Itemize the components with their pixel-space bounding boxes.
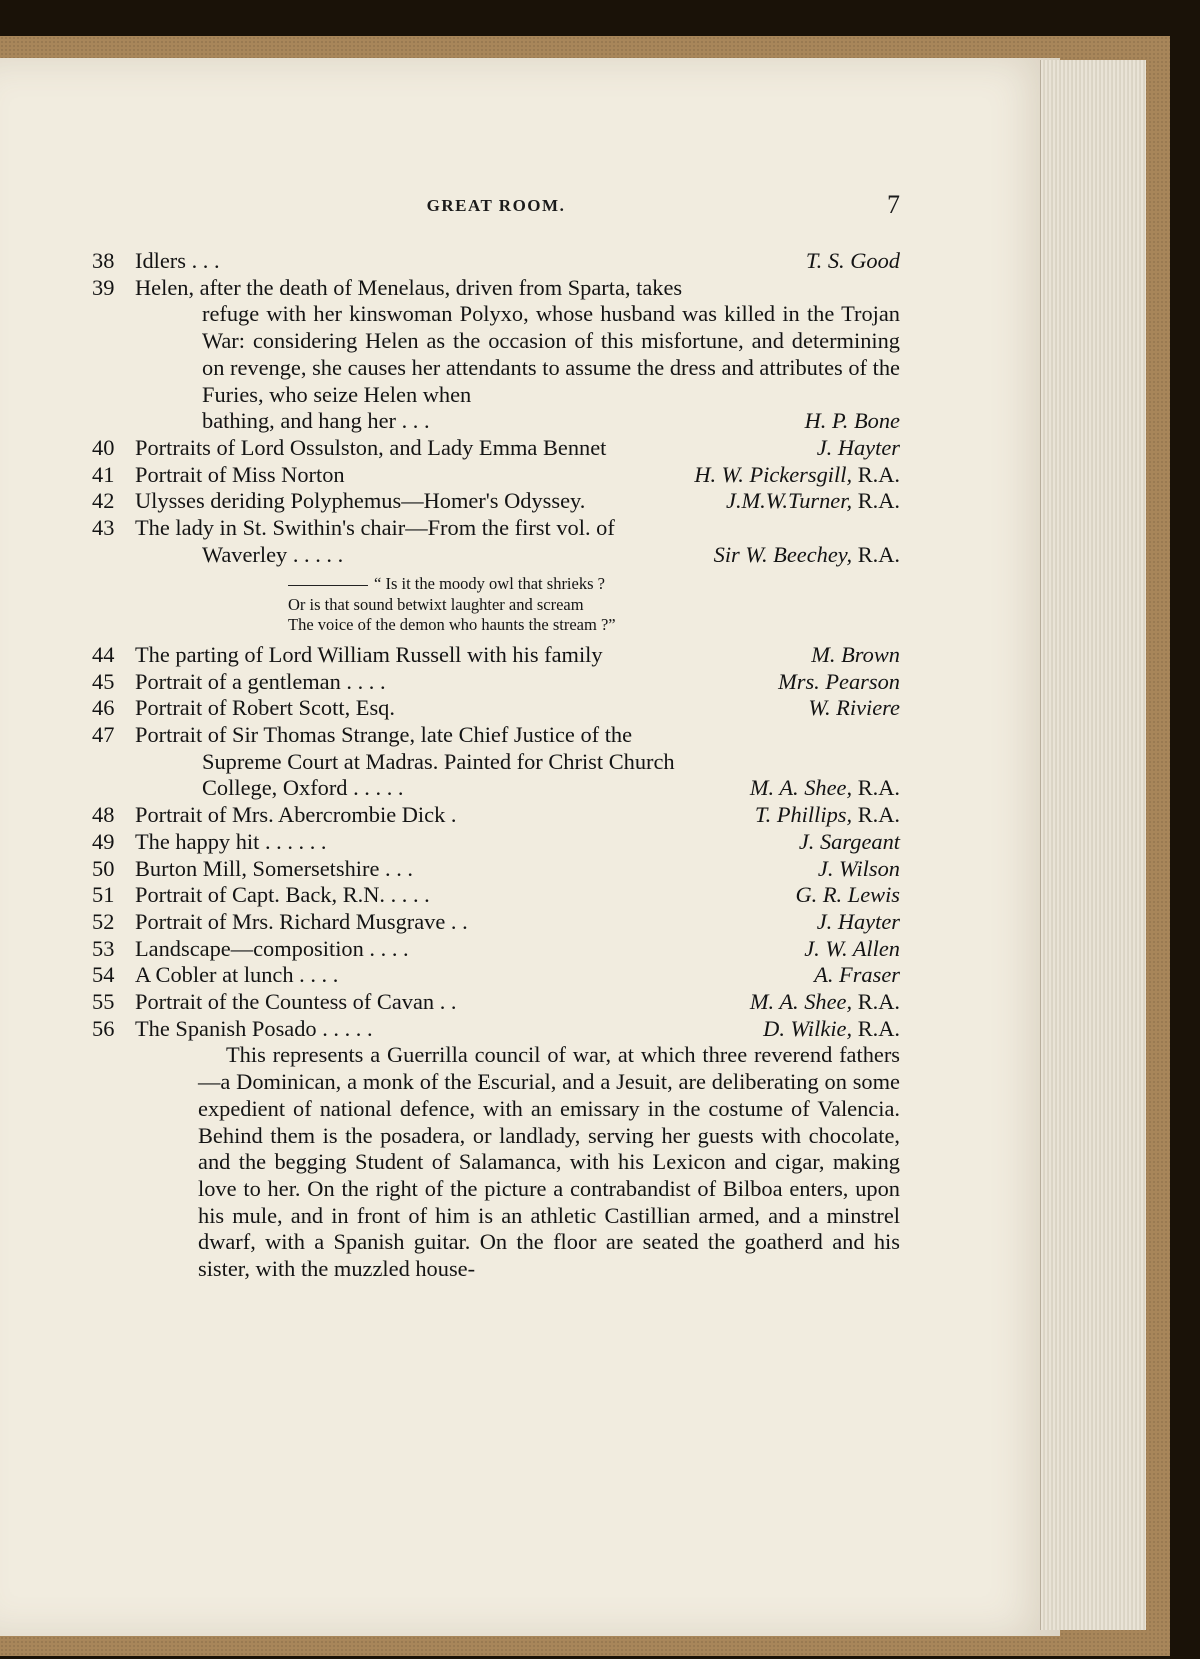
entry-artist: G. R. Lewis — [795, 882, 900, 908]
entry-artist: A. Fraser — [814, 962, 900, 988]
artist-suffix: R.A. — [857, 989, 900, 1015]
entry-number: 43 — [92, 515, 115, 541]
catalogue-entry-45 — [92, 669, 900, 696]
entry-artist: J. W. Allen — [804, 935, 900, 961]
catalogue-entry-55 — [92, 989, 900, 1016]
entry-number: 38 — [92, 248, 115, 273]
entry-description: refuge with her kinswoman Polyxo, whose husband was killed in the Trojan War: considering Helen as the occasion of this misfortune, and determining on revenge, she causes her attendants to assume the dress and attributes of the Furies, who seize Helen when — [202, 301, 900, 407]
artist-suffix: R.A. — [857, 1015, 900, 1041]
artist-suffix: R.A. — [857, 775, 900, 801]
entry-title: The Spanish Posado . . . . . — [135, 1015, 373, 1041]
entry-title-last-line: College, Oxford . . . . . — [202, 775, 404, 801]
entry-title: The parting of Lord William Russell with his family — [135, 641, 603, 667]
entry-artist: W. Riviere — [808, 695, 900, 721]
artist-suffix: R.A. — [857, 541, 900, 567]
entry-number: 48 — [92, 802, 115, 828]
entry-artist: Mrs. Pearson — [778, 668, 900, 694]
catalogue-entry-52 — [92, 909, 900, 936]
entry-title: Portraits of Lord Ossulston, and Lady Emma Bennet — [135, 434, 607, 460]
entry-number: 49 — [92, 828, 115, 854]
catalogue-entry-46 — [92, 695, 900, 722]
quoted-verse — [288, 574, 900, 636]
catalogue-entry-50 — [92, 856, 900, 883]
entry-number: 47 — [92, 722, 115, 748]
page-header — [92, 190, 900, 226]
artist-suffix: R.A. — [857, 802, 900, 828]
entry-number: 52 — [92, 908, 115, 934]
entry-title: A Cobler at lunch . . . . — [135, 962, 339, 988]
entry-number: 51 — [92, 882, 115, 908]
catalogue-entry-56 — [92, 1016, 900, 1043]
entry-number: 41 — [92, 461, 115, 487]
artist-suffix: R.A. — [857, 488, 900, 514]
entry-title: Idlers . . . — [135, 248, 220, 273]
entry-artist: J. Wilson — [817, 855, 900, 881]
entry-56-description: This represents a Guerrilla council of war, at which three reverend fathers—a Dominican, a monk of the Escurial, and a Jesuit, are deliberating on some expedient of national defence, with an emissary in the costume of Valencia. Behind them is the posadera, or landlady, serving her guests with chocolate, and the begging Student of Salamanca, with his Lexicon and cigar, making love to her. On the right of the picture a contrabandist of Bilboa enters, upon his mule, and in front of him is an athletic Castillian armed, and a minstrel dwarf, with a Spanish guitar. On the floor are seated the goatherd and his sister, with the muzzled house- — [198, 1042, 900, 1282]
entry-number: 56 — [92, 1015, 115, 1041]
catalogue-entry-39 — [92, 275, 900, 435]
entry-artist: M. A. Shee, — [749, 775, 853, 801]
verse-line-2: Or is that sound betwixt laughter and scream — [288, 594, 584, 614]
entry-artist: J. Hayter — [816, 434, 900, 460]
entry-number: 44 — [92, 641, 115, 667]
entry-number: 50 — [92, 855, 115, 881]
catalogue-entry-38 — [92, 248, 900, 275]
entry-title: Portrait of Miss Norton — [135, 461, 345, 487]
catalogue-entry-48 — [92, 802, 900, 829]
entry-number: 53 — [92, 935, 115, 961]
catalogue-entry-54 — [92, 962, 900, 989]
entry-title: Portrait of a gentleman . . . . — [135, 668, 386, 694]
entry-title: Ulysses deriding Polyphemus—Homer's Odyssey. — [135, 488, 586, 514]
catalogue-entry-49 — [92, 829, 900, 856]
entry-title-last-line: bathing, and hang her . . . — [202, 408, 430, 434]
entry-artist: H. W. Pickersgill, — [694, 461, 853, 487]
entry-title: The lady in St. Swithin's chair—From the first vol. of — [135, 515, 615, 541]
catalogue-entry-40 — [92, 435, 900, 462]
entry-number: 42 — [92, 488, 115, 514]
entry-artist: D. Wilkie, — [763, 1015, 853, 1041]
entry-title: Landscape—composition . . . . — [135, 935, 409, 961]
entry-title: Portrait of Mrs. Abercrombie Dick . — [135, 802, 457, 828]
entry-number: 46 — [92, 695, 115, 721]
entry-title: Portrait of Mrs. Richard Musgrave . . — [135, 908, 468, 934]
entry-artist: J. Hayter — [816, 908, 900, 934]
entry-number: 39 — [92, 274, 115, 300]
entry-number: 55 — [92, 989, 115, 1015]
catalogue-entry-43 — [92, 515, 900, 568]
entry-artist: M. Brown — [811, 641, 900, 667]
entry-title-last-line: Waverley . . . . . — [202, 541, 344, 567]
entry-title: Portrait of Sir Thomas Strange, late Chief Justice of the — [135, 722, 633, 748]
entry-artist: H. P. Bone — [804, 408, 900, 434]
entry-title: The happy hit . . . . . . — [135, 828, 327, 854]
entry-title: Burton Mill, Somersetshire . . . — [135, 855, 414, 881]
entry-artist: T. Phillips, — [754, 802, 853, 828]
entry-title: Portrait of Robert Scott, Esq. — [135, 695, 395, 721]
entry-artist: J.M.W.Turner, — [726, 488, 853, 514]
entry-artist: T. S. Good — [805, 248, 900, 273]
catalogue-entry-41 — [92, 462, 900, 489]
page-number: 7 — [887, 190, 900, 219]
entry-artist: J. Sargeant — [798, 828, 900, 854]
catalogue-entry-42 — [92, 488, 900, 515]
verse-line-1: “ Is it the moody owl that shrieks ? — [374, 574, 605, 594]
artist-suffix: R.A. — [857, 461, 900, 487]
entry-title: Helen, after the death of Menelaus, driven from Sparta, takes — [135, 274, 683, 300]
running-head: GREAT ROOM. — [426, 196, 566, 215]
catalogue-entry-44 — [92, 642, 900, 669]
entry-title: Portrait of the Countess of Cavan . . — [135, 989, 457, 1015]
entry-number: 54 — [92, 962, 115, 988]
catalogue-entry-47 — [92, 722, 900, 802]
catalogue-entry-51 — [92, 882, 900, 909]
entry-title: Portrait of Capt. Back, R.N. . . . . — [135, 882, 430, 908]
entry-artist: M. A. Shee, — [749, 989, 853, 1015]
catalogue-entry-53 — [92, 936, 900, 963]
entry-number: 45 — [92, 668, 115, 694]
verse-dash — [288, 585, 368, 586]
entry-number: 40 — [92, 434, 115, 460]
catalogue-list — [92, 248, 900, 1283]
entry-artist: Sir W. Beechey, — [713, 541, 853, 567]
entry-title-continuation: Supreme Court at Madras. Painted for Christ Church — [202, 748, 675, 774]
verse-line-3: The voice of the demon who haunts the stream ?” — [288, 615, 616, 635]
page-edges — [1040, 60, 1146, 1630]
